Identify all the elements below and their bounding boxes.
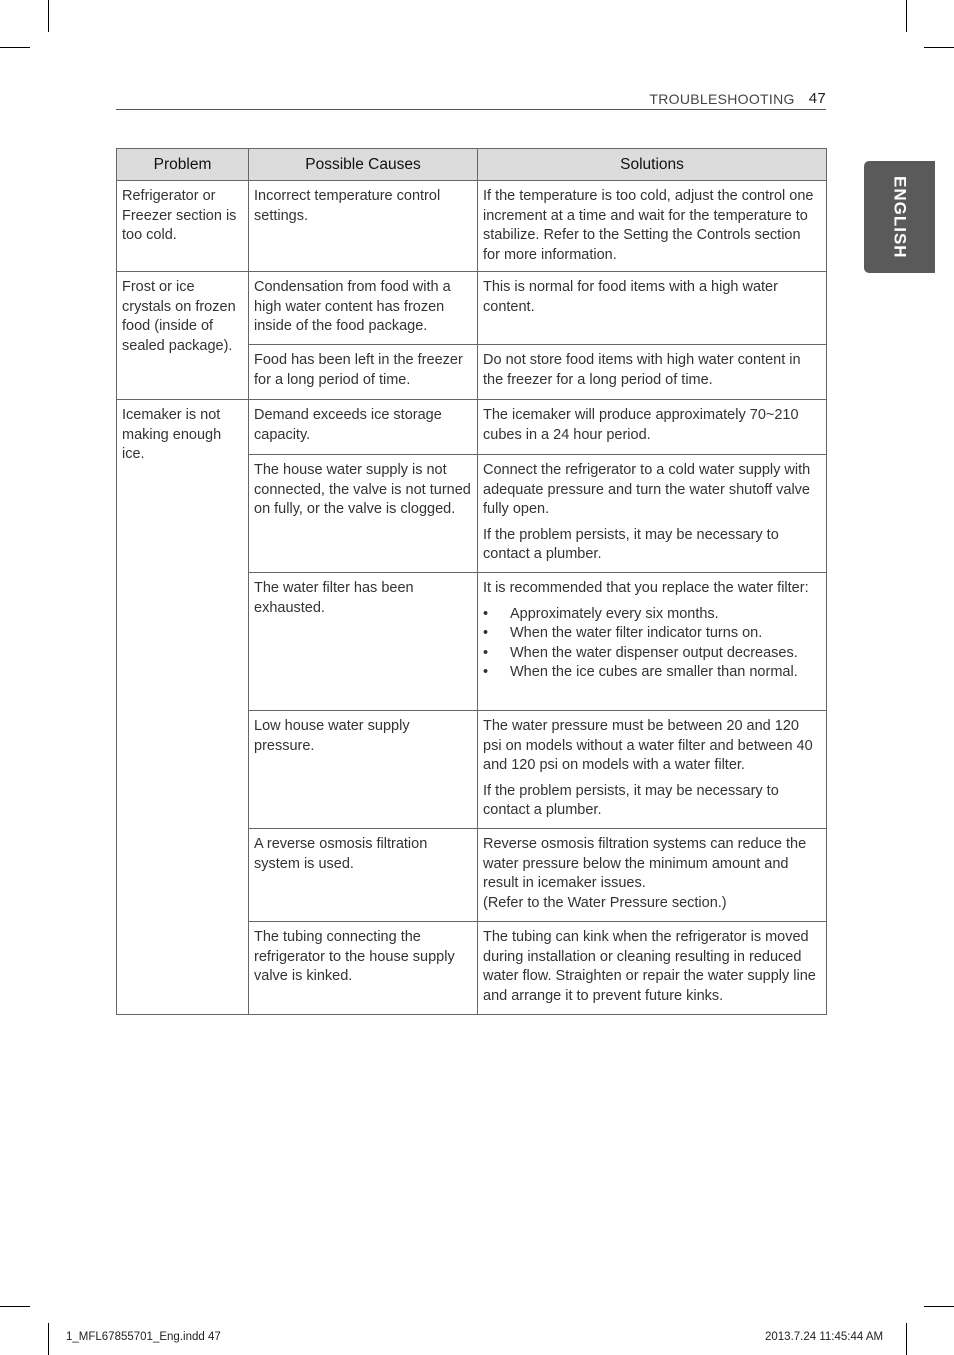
solution-text: This is normal for food items with a high water content. <box>483 279 778 315</box>
cause-cell: Incorrect temperature control settings. <box>249 181 478 272</box>
column-header-causes: Possible Causes <box>249 149 478 181</box>
solution-cell <box>478 345 827 400</box>
footer-file: 1_MFL67855701_Eng.indd 47 <box>66 1331 221 1343</box>
solution-text: It is recommended that you replace the water filter: <box>483 580 809 596</box>
section-title: TROUBLESHOOTING <box>649 90 795 107</box>
crop-mark <box>906 0 907 32</box>
table-row <box>117 400 827 455</box>
list-item: • Approximately every six months. <box>483 605 821 625</box>
troubleshooting-table <box>116 148 827 1015</box>
cause-cell: A reverse osmosis filtration system is used. <box>249 829 478 922</box>
solution-text: The water pressure must be between 20 and 120 psi on models without a water filter and between 40 and 120 psi on models with a water filter. <box>483 718 813 773</box>
problem-cell: Icemaker is not making enough ice. <box>117 400 249 1015</box>
cause-cell: Low house water supply pressure. <box>249 711 478 829</box>
cause-cell: The water filter has been exhausted. <box>249 573 478 711</box>
language-tab-label: ENGLISH <box>890 175 910 259</box>
list-item: • When the water dispenser output decreases. <box>483 644 821 664</box>
page-number: 47 <box>808 90 826 107</box>
column-header-solutions: Solutions <box>478 149 827 181</box>
cause-cell: The tubing connecting the refrigerator to the house supply valve is kinked. <box>249 922 478 1015</box>
solution-text: Reverse osmosis filtration systems can reduce the water pressure below the minimum amount and result in icemaker issues. (Refer to the Water Pressure section.) <box>483 836 807 911</box>
column-header-problem: Problem <box>117 149 249 181</box>
solution-cell <box>478 573 827 711</box>
cause-cell: Condensation from food with a high water content has frozen inside of the food package. <box>249 272 478 345</box>
crop-mark <box>906 1323 907 1355</box>
problem-cell: Frost or ice crystals on frozen food (inside of sealed package). <box>117 272 249 400</box>
solution-text: The icemaker will produce approximately 70~210 cubes in a 24 hour period. <box>483 407 799 443</box>
solution-cell <box>478 272 827 345</box>
crop-mark <box>48 0 49 32</box>
solution-cell <box>478 181 827 272</box>
problem-cell: Refrigerator or Freezer section is too cold. <box>117 181 249 272</box>
solution-text: If the temperature is too cold, adjust the control one increment at a time and wait for the temperature to stabilize. Refer to the Setting the Controls section for more information. <box>483 188 814 263</box>
crop-mark <box>924 47 954 48</box>
solution-cell <box>478 829 827 922</box>
solution-text: If the problem persists, it may be necessary to contact a plumber. <box>483 782 779 818</box>
solution-cell <box>478 455 827 573</box>
crop-mark <box>0 1306 30 1307</box>
solution-cell <box>478 922 827 1015</box>
language-tab <box>864 161 935 273</box>
crop-mark <box>0 47 30 48</box>
table-header-row <box>117 149 827 181</box>
list-item: • When the ice cubes are smaller than normal. <box>483 663 821 683</box>
cause-cell: Food has been left in the freezer for a long period of time. <box>249 345 478 400</box>
solution-cell <box>478 711 827 829</box>
crop-mark <box>924 1306 954 1307</box>
solution-text: Connect the refrigerator to a cold water supply with adequate pressure and turn the water shutoff valve fully open. <box>483 462 811 517</box>
crop-mark <box>48 1323 49 1355</box>
list-item: • When the water filter indicator turns on. <box>483 624 821 644</box>
table-row <box>117 272 827 345</box>
solution-text: Do not store food items with high water content in the freezer for a long period of time. <box>483 352 801 388</box>
page-header <box>116 88 826 110</box>
table-row <box>117 181 827 272</box>
solution-cell <box>478 400 827 455</box>
cause-cell: Demand exceeds ice storage capacity. <box>249 400 478 455</box>
solution-text: If the problem persists, it may be necessary to contact a plumber. <box>483 526 779 562</box>
footer-datetime: 2013.7.24 11:45:44 AM <box>765 1331 884 1343</box>
solution-bullet-list <box>483 605 821 683</box>
solution-text: The tubing can kink when the refrigerator is moved during installation or cleaning resulting in reduced water flow. Straighten or repair the water supply line and arrange it to prevent future kinks. <box>483 929 816 1004</box>
cause-cell: The house water supply is not connected, the valve is not turned on fully, or the valve is clogged. <box>249 455 478 573</box>
